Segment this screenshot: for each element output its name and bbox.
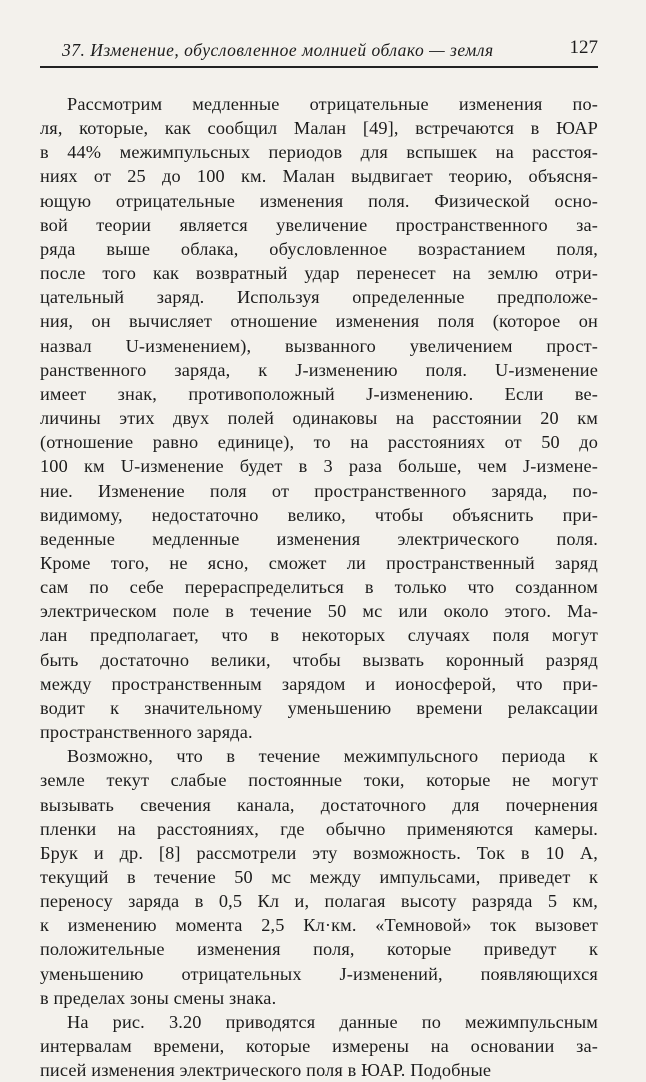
text-line: сам по себе перераспределиться в только что созданном <box>40 577 598 598</box>
text-line: Возможно, что в течение межимпульсного периода к <box>67 746 598 767</box>
text-line: между пространственным зарядом и ионосферой, что при- <box>40 673 598 694</box>
text-line: в 44% межимпульсных периодов для вспышек на расстоя- <box>40 142 598 163</box>
text-line: после того как возвратный удар перенесет на землю отри- <box>40 263 598 284</box>
text-line: ряда выше облака, обусловленное возрастанием поля, <box>40 238 598 259</box>
body-text <box>40 92 598 1082</box>
text-line: к изменению момента 2,5 Кл·км. «Темновой» ток вызовет <box>40 915 598 936</box>
text-line: ля, которые, как сообщил Малан [49], встречаются в ЮАР <box>40 118 598 139</box>
text-line: водит к значительному уменьшению времени релаксации <box>40 697 598 718</box>
text-line: электрическом поле в течение 50 мс или около этого. Ма- <box>40 601 598 622</box>
text-line: ющую отрицательные изменения поля. Физической осно- <box>40 190 598 211</box>
running-header <box>40 36 598 68</box>
text-line: назвал U-изменением), вызванного увеличением прост- <box>40 335 598 356</box>
text-line: лан предполагает, что в некоторых случаях поля могут <box>40 625 598 646</box>
text-line: (отношение равно единице), то на расстояниях от 50 до <box>40 432 598 453</box>
text-line: имеет знак, противоположный J-изменению. Если ве- <box>40 383 598 404</box>
text-line: На рис. 3.20 приводятся данные по межимпульсным <box>67 1011 598 1032</box>
text-line: Рассмотрим медленные отрицательные изменения по- <box>67 94 598 114</box>
text-line: веденные медленные изменения электрического поля. <box>40 528 598 549</box>
paragraph <box>40 92 598 744</box>
text-line: цательный заряд. Используя определенные предположе- <box>40 287 598 308</box>
page-number: 127 <box>569 37 598 58</box>
text-line: видимому, недостаточно велико, чтобы объяснить при- <box>40 504 598 525</box>
text-line: ние. Изменение поля от пространственного заряда, по- <box>40 480 598 501</box>
text-line: интервалам времени, которые измерены на основании за- <box>40 1036 598 1057</box>
text-line: уменьшению отрицательных J-изменений, появляющихся <box>40 963 598 984</box>
text-line: пленки на расстояниях, где обычно применяются камеры. <box>40 818 598 839</box>
text-line: земле текут слабые постоянные токи, которые не могут <box>40 770 598 791</box>
paragraph <box>40 744 598 1010</box>
text-line: ниях от 25 до 100 км. Малан выдвигает теорию, объясня- <box>40 166 598 187</box>
text-line: ния, он вычисляет отношение изменения поля (которое он <box>40 311 598 332</box>
text-line: ранственного заряда, к J-изменению поля. U-изменение <box>40 359 598 380</box>
text-line: личины этих двух полей одинаковы на расстоянии 20 км <box>40 408 598 429</box>
text-line: Брук и др. [8] рассмотрели эту возможность. Ток в 10 А, <box>40 842 598 863</box>
text-line: 100 км U-изменение будет в 3 раза больше, чем J-измене- <box>40 456 598 477</box>
text-line: положительные изменения поля, которые приведут к <box>40 939 598 960</box>
paragraph <box>40 1010 598 1082</box>
text-line: вой теории является увеличение пространственного за- <box>40 214 598 235</box>
text-line: текущий в течение 50 мс между импульсами, приведет к <box>40 867 598 887</box>
text-line: Кроме того, не ясно, сможет ли пространственный заряд <box>40 552 598 573</box>
text-line: писей изменения электрического поля в ЮАР. Подобные <box>40 1060 492 1081</box>
text-line: быть достаточно велики, чтобы вызвать коронный разряд <box>40 649 598 670</box>
text-line: вызывать свечения канала, достаточного для почернения <box>40 794 598 815</box>
running-title: 37. Изменение, обусловленное молнией облако — земля <box>62 40 494 60</box>
text-line: переносу заряда в 0,5 Кл и, полагая высоту разряда 5 км, <box>40 891 598 912</box>
text-line: пространственного заряда. <box>40 722 253 743</box>
text-line: в пределах зоны смены знака. <box>40 987 277 1008</box>
